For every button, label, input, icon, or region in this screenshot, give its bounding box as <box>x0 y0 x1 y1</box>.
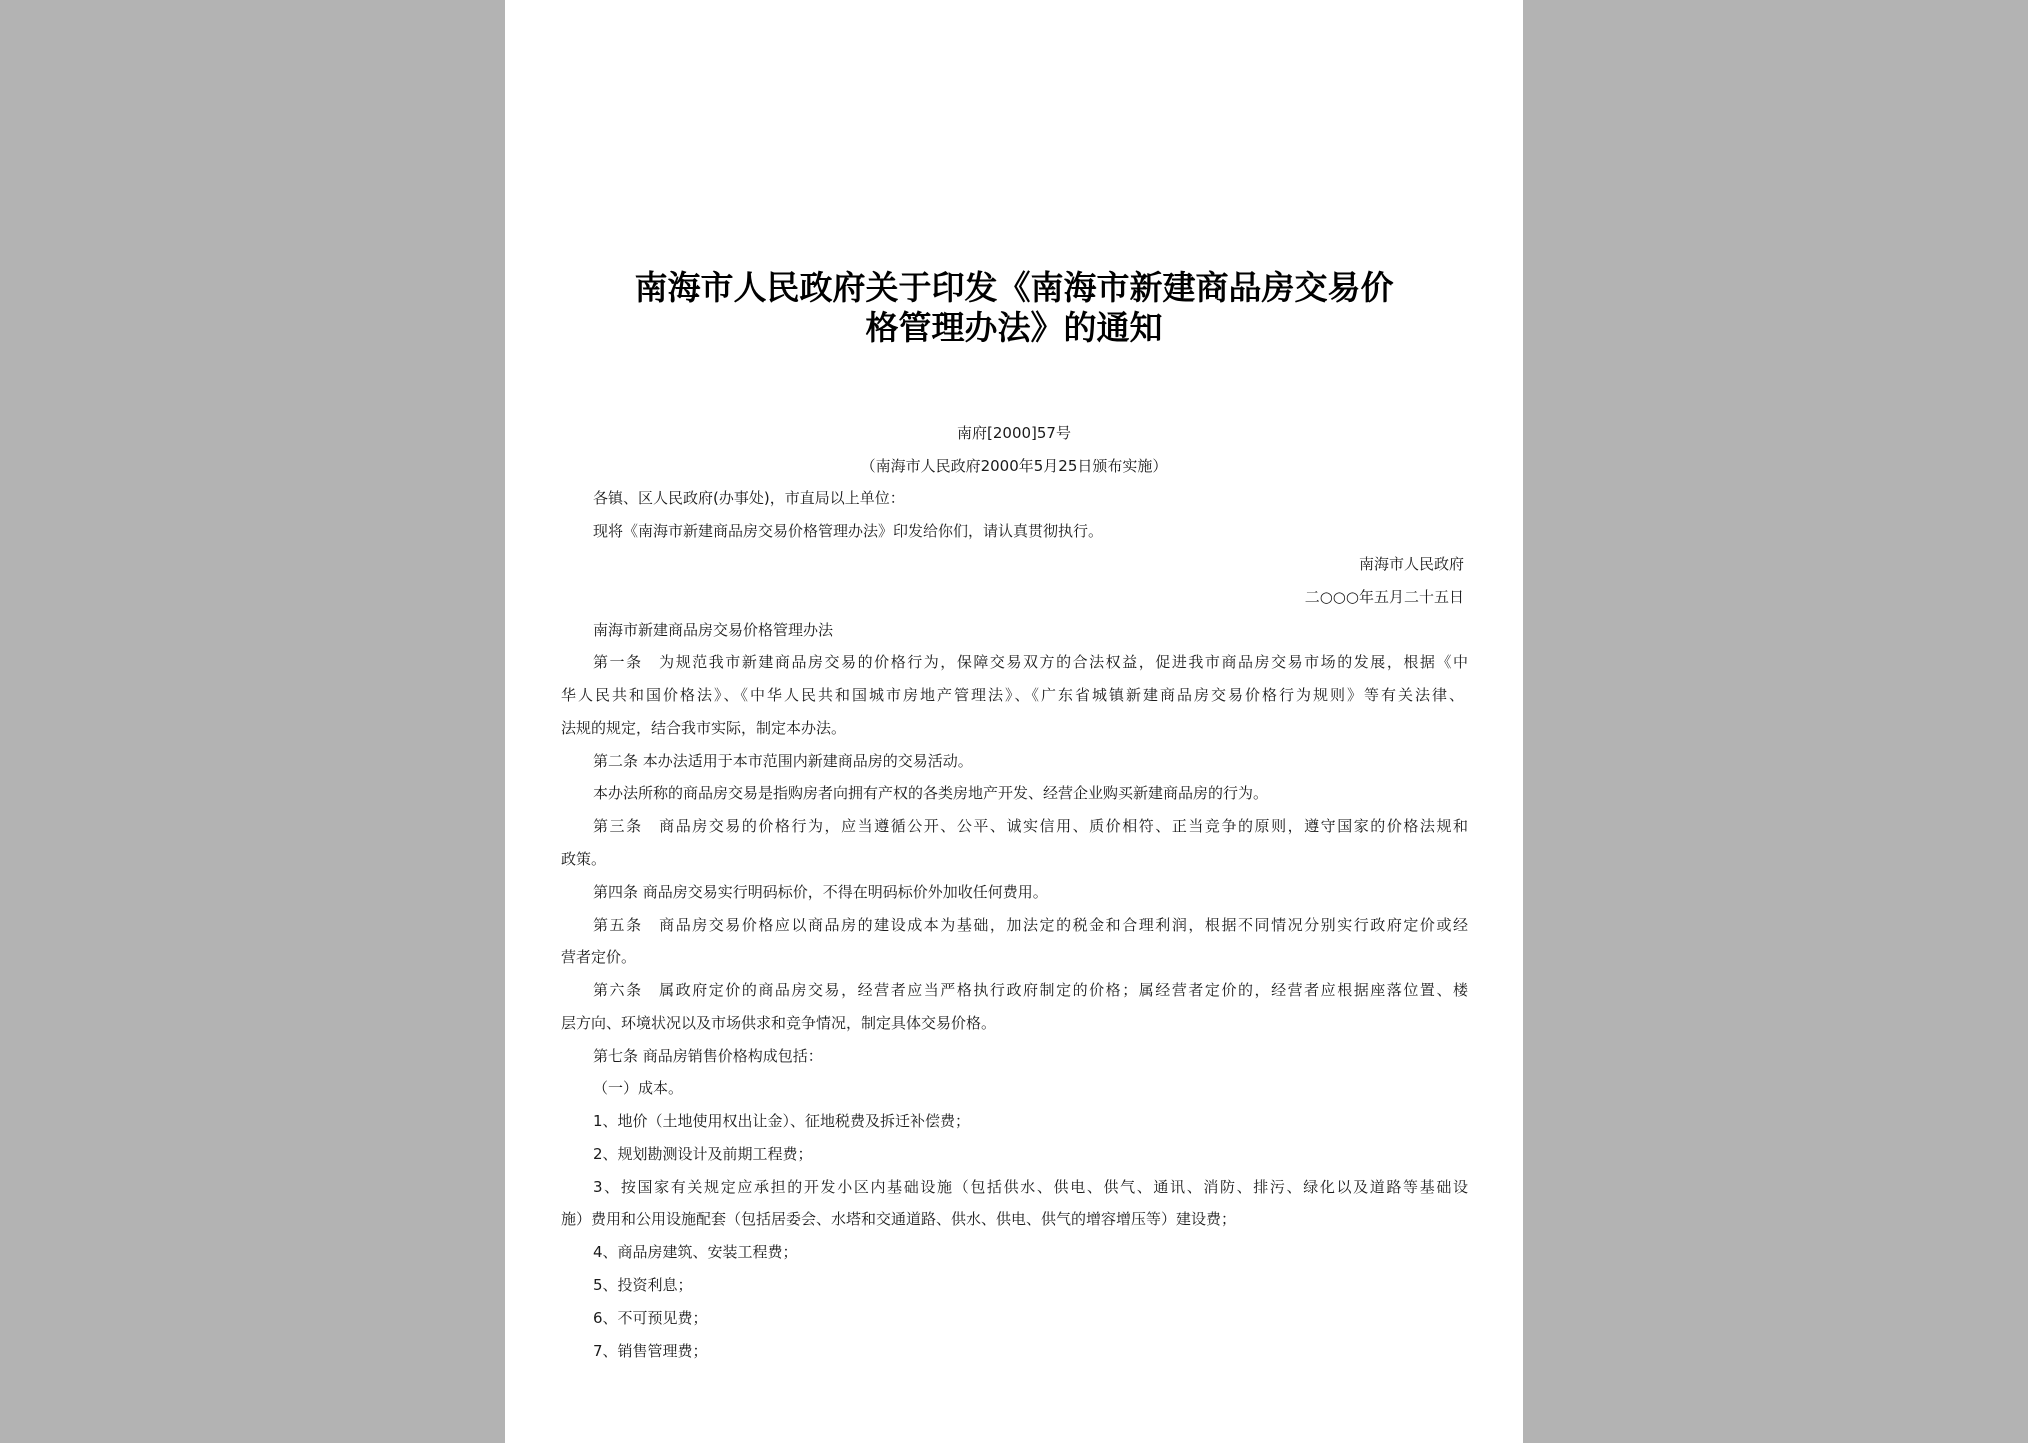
article-2-line-2: 本办法所称的商品房交易是指购房者向拥有产权的各类房地产开发、经营企业购买新建商品房的行为。 <box>593 784 1269 802</box>
article-4-line-1: 第四条 商品房交易实行明码标价，不得在明码标价外加收任何费用。 <box>593 883 1048 901</box>
list-item-7: 7、销售管理费； <box>593 1342 708 1360</box>
article-3-line-2: 政策。 <box>561 850 607 868</box>
list-item-2: 2、规划勘测设计及前期工程费； <box>593 1145 813 1163</box>
list-item-4: 4、商品房建筑、安装工程费； <box>593 1243 798 1261</box>
list-item-cost: （一）成本。 <box>593 1079 684 1097</box>
article-6-line-2: 层方向、环境状况以及市场供求和竞争情况，制定具体交易价格。 <box>561 1014 997 1032</box>
article-2-line-1: 第二条 本办法适用于本市范围内新建商品房的交易活动。 <box>593 752 973 770</box>
article-7-line-1: 第七条 商品房销售价格构成包括： <box>593 1047 823 1065</box>
addressee: 各镇、区人民政府(办事处)，市直局以上单位： <box>593 489 905 507</box>
signature-date: 二○○○年五月二十五日 <box>1304 588 1464 606</box>
article-5-line-2: 营者定价。 <box>561 948 637 966</box>
article-3-line-1: 第三条 商品房交易的价格行为，应当遵循公开、公平、诚实信用、质价相符、正当竞争的原则，遵守国家的价格法规和 <box>593 817 1468 835</box>
list-item-5: 5、投资利息； <box>593 1276 693 1294</box>
document-title-line-2: 格管理办法》的通知 <box>865 308 1163 347</box>
article-1-line-3: 法规的规定，结合我市实际，制定本办法。 <box>561 719 847 737</box>
article-1-line-1: 第一条 为规范我市新建商品房交易的价格行为，保障交易双方的合法权益，促进我市商品房交易市场的发展，根据《中 <box>593 653 1468 671</box>
document-title-line-1: 南海市人民政府关于印发《南海市新建商品房交易价 <box>634 268 1394 307</box>
article-1-line-2: 华人民共和国价格法》、《中华人民共和国城市房地产管理法》、《广东省城镇新建商品房交易价格行为规则》等有关法律、 <box>561 686 1464 704</box>
article-5-line-1: 第五条 商品房交易价格应以商品房的建设成本为基础，加法定的税金和合理利润，根据不同情况分别实行政府定价或经 <box>593 916 1468 934</box>
article-6-line-1: 第六条 属政府定价的商品房交易，经营者应当严格执行政府制定的价格；属经营者定价的，经营者应根据座落位置、楼 <box>593 981 1468 999</box>
body-intro: 现将《南海市新建商品房交易价格管理办法》印发给你们，请认真贯彻执行。 <box>593 522 1104 540</box>
doc-number: 南府[2000]57号 <box>957 424 1071 442</box>
document-page <box>505 0 1523 1443</box>
rules-title: 南海市新建商品房交易价格管理办法 <box>593 621 834 639</box>
list-item-1: 1、地价（土地使用权出让金）、征地税费及拆迁补偿费； <box>593 1112 971 1130</box>
signature-org: 南海市人民政府 <box>1358 555 1464 573</box>
list-item-6: 6、不可预见费； <box>593 1309 708 1327</box>
issue-note: （南海市人民政府2000年5月25日颁布实施） <box>860 457 1168 475</box>
list-item-3-line-1: 3、按国家有关规定应承担的开发小区内基础设施（包括供水、供电、供气、通讯、消防、排污、绿化以及道路等基础设 <box>593 1178 1468 1196</box>
list-item-3-line-2: 施）费用和公用设施配套（包括居委会、水塔和交通道路、供水、供电、供气的增容增压等）建设费； <box>561 1210 1237 1228</box>
